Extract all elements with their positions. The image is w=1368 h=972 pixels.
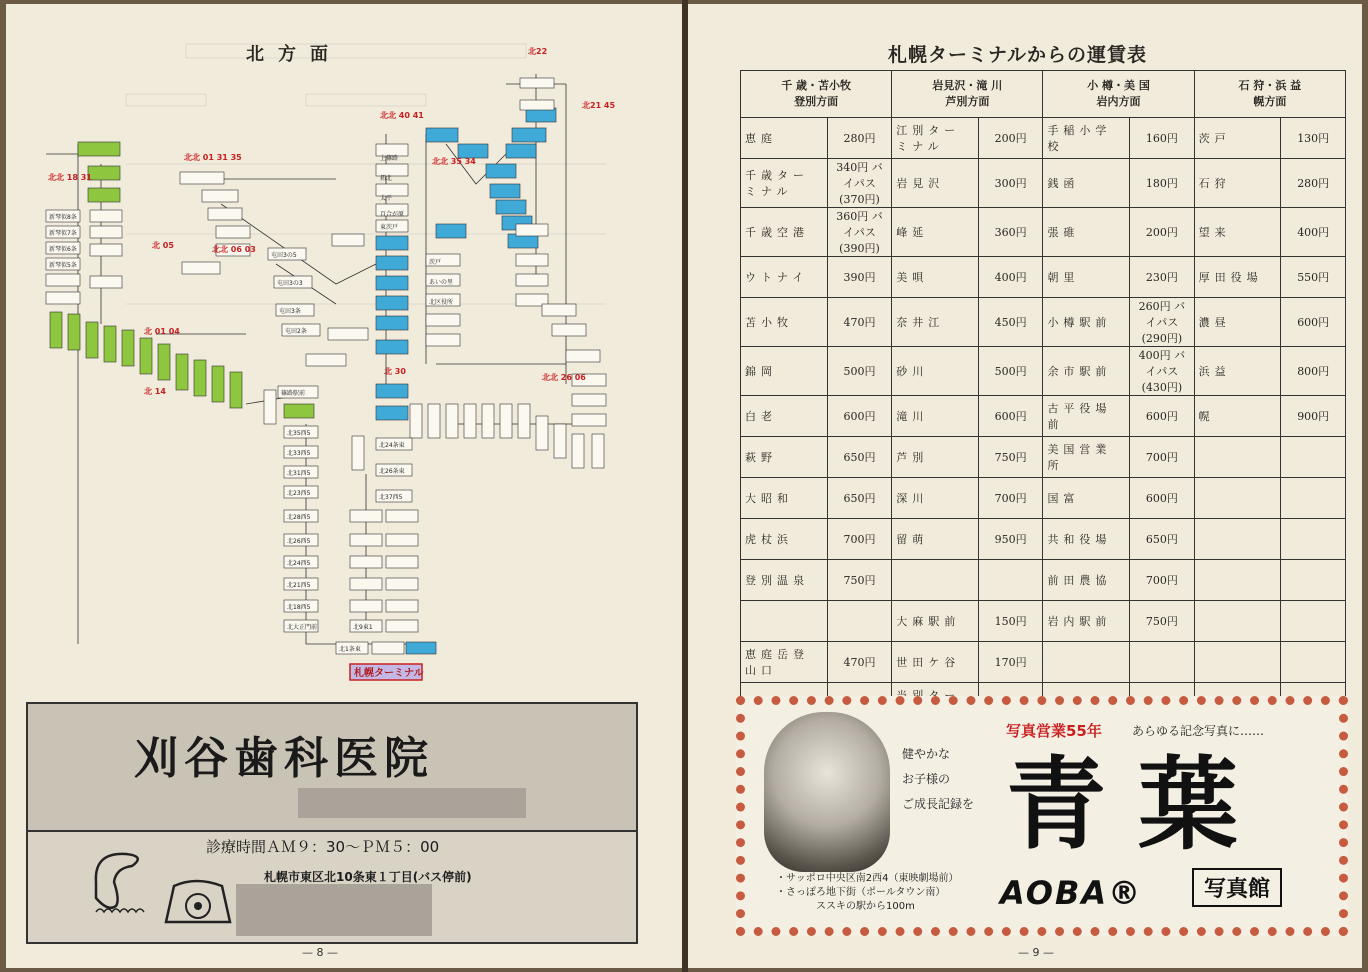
tagline-line: 健やかな <box>902 747 951 761</box>
fare-price: 260円 バイパス(290円) <box>1130 298 1195 347</box>
stop-label: 太平 <box>380 195 393 202</box>
station-name: 錦岡 <box>741 347 828 396</box>
telephone-icon <box>86 842 236 932</box>
map-title: 北方面 <box>246 44 342 65</box>
station-name: 美国営業所 <box>1043 437 1130 478</box>
station-name: 大昭和 <box>741 478 828 519</box>
header-line: 岩見沢・滝 川 <box>932 79 1003 92</box>
fare-price: 470円 <box>827 642 892 683</box>
station-name: 江別ターミナル <box>892 118 979 159</box>
station-name: ウトナイ <box>741 257 828 298</box>
address-line: ・サッポロ中央区南2西4（東映劇場前） <box>776 873 959 884</box>
left-page <box>6 4 682 968</box>
tagline-line: ご成長記録を <box>902 797 975 811</box>
fare-price: 950円 <box>978 519 1043 560</box>
stop-label: 北大正門前 <box>287 624 318 631</box>
station-name: 苫小牧 <box>741 298 828 347</box>
fare-price: 500円 <box>827 347 892 396</box>
clinic-ad <box>26 702 638 944</box>
fare-price: 360円 <box>978 208 1043 257</box>
fare-price: 750円 <box>1130 601 1195 642</box>
station-name <box>892 560 979 601</box>
header-line: 登別方面 <box>794 95 839 108</box>
route-number: 北北 01 31 35 <box>184 153 242 162</box>
station-name: 朝里 <box>1043 257 1130 298</box>
header-line: 岩内方面 <box>1096 95 1141 108</box>
fare-price <box>978 560 1043 601</box>
fare-price: 400円 <box>1281 208 1346 257</box>
station-name: 美唄 <box>892 257 979 298</box>
stop-label: 篠路駅前 <box>281 390 306 397</box>
fare-price: 160円 <box>1130 118 1195 159</box>
station-name: 芦別 <box>892 437 979 478</box>
header-line: 小 樽・美 国 <box>1087 79 1150 92</box>
fare-price: 450円 <box>978 298 1043 347</box>
station-name: 小樽駅前 <box>1043 298 1130 347</box>
station-name: 砂川 <box>892 347 979 396</box>
fare-price: 500円 <box>978 347 1043 396</box>
fare-price <box>1281 478 1346 519</box>
station-name: 虎杖浜 <box>741 519 828 560</box>
stop-label: 屯田3条 <box>279 308 301 315</box>
station-name: 千歳ターミナル <box>741 159 828 208</box>
fare-price: 230円 <box>1130 257 1195 298</box>
fare-price: 150円 <box>978 601 1043 642</box>
station-name: 張碓 <box>1043 208 1130 257</box>
fare-price: 400円 <box>978 257 1043 298</box>
fare-price: 200円 <box>978 118 1043 159</box>
fare-row <box>741 437 1346 478</box>
fare-price: 400円 バイパス(430円) <box>1130 347 1195 396</box>
fare-price: 390円 <box>827 257 892 298</box>
station-name: 茨戸 <box>1194 118 1281 159</box>
stop-label: 北区役所 <box>429 299 454 306</box>
station-name: 厚田役場 <box>1194 257 1281 298</box>
route-number: 北22 <box>528 47 548 56</box>
station-name: 幌 <box>1194 396 1281 437</box>
fare-row <box>741 396 1346 437</box>
stop-label: 屯田2条 <box>285 328 307 335</box>
fare-price: 600円 <box>1130 396 1195 437</box>
fare-row <box>741 298 1346 347</box>
stop-label: 屯田3の3 <box>277 280 303 287</box>
station-name: 白老 <box>741 396 828 437</box>
clinic-name: 刈谷歯科医院 <box>134 733 434 784</box>
region-header <box>892 71 1043 118</box>
fare-row <box>741 159 1346 208</box>
stop-label: 北1条東 <box>339 646 361 653</box>
station-name: 浜益 <box>1194 347 1281 396</box>
route-number: 北北 35 34 <box>432 157 476 166</box>
station-name: 大麻駅前 <box>892 601 979 642</box>
fare-price: 750円 <box>827 560 892 601</box>
region-header <box>1043 71 1194 118</box>
fare-price <box>827 601 892 642</box>
stop-label: 新琴似6条 <box>49 246 77 253</box>
station-name: 石狩 <box>1194 159 1281 208</box>
fare-price <box>1281 560 1346 601</box>
fare-price <box>1281 642 1346 683</box>
aoba-logo: AOBA® <box>1000 874 1143 912</box>
station-name: 深川 <box>892 478 979 519</box>
route-number: 北 14 <box>144 387 166 396</box>
redacted-area <box>236 884 432 936</box>
fare-table-title: 札幌ターミナルからの運賃表 <box>888 44 1148 66</box>
fare-row <box>741 478 1346 519</box>
station-name: 萩野 <box>741 437 828 478</box>
station-name: 世田ケ谷 <box>892 642 979 683</box>
clinic-address: 札幌市東区北10条東１丁目(バス停前) <box>264 870 472 884</box>
fare-price: 200円 <box>1130 208 1195 257</box>
fare-row <box>741 257 1346 298</box>
station-name <box>1194 601 1281 642</box>
stop-label: 北18西5 <box>287 604 311 611</box>
station-name: 千歳空港 <box>741 208 828 257</box>
route-number: 北 05 <box>152 241 174 250</box>
fare-price: 700円 <box>978 478 1043 519</box>
fare-price <box>1281 437 1346 478</box>
fare-price: 700円 <box>827 519 892 560</box>
page-number: — 9 — <box>1018 946 1054 959</box>
fare-row <box>741 208 1346 257</box>
header-line: 芦別方面 <box>945 95 990 108</box>
stop-label: 北24西5 <box>287 560 311 567</box>
fare-row <box>741 118 1346 159</box>
stop-label: 屯田3の5 <box>271 252 297 259</box>
stop-label: 北24条東 <box>379 442 405 449</box>
ad-decorative-border <box>736 696 1348 936</box>
station-name <box>1194 560 1281 601</box>
redacted-area <box>298 788 526 818</box>
terminal-label: 札幌ターミナル <box>354 668 424 679</box>
fare-price: 700円 <box>1130 437 1195 478</box>
station-name <box>1194 478 1281 519</box>
fare-row <box>741 642 1346 683</box>
years-badge: 写真営業55年 <box>1006 722 1102 740</box>
station-name <box>1194 519 1281 560</box>
fare-price: 280円 <box>827 118 892 159</box>
fare-price: 600円 <box>978 396 1043 437</box>
fare-price: 550円 <box>1281 257 1346 298</box>
fare-price: 700円 <box>1130 560 1195 601</box>
station-name: 前田農協 <box>1043 560 1130 601</box>
stop-label: 拓北 <box>380 175 393 182</box>
address-line: ススキの駅から100m <box>816 901 915 912</box>
station-name: 滝川 <box>892 396 979 437</box>
clinic-hours: 診療時間ＡＭ９：30〜ＰＭ５：00 <box>206 838 440 856</box>
address-line: ・さっぽろ地下街（ポールタウン南） <box>776 887 946 898</box>
route-number: 北 30 <box>384 367 406 376</box>
stop-label: 北23西5 <box>287 490 311 497</box>
fare-row <box>741 560 1346 601</box>
stop-label: 北31西5 <box>287 470 311 477</box>
fare-price: 650円 <box>827 478 892 519</box>
fare-price: 340円 バイパス(370円) <box>827 159 892 208</box>
header-line: 幌方面 <box>1253 95 1287 108</box>
route-number: 北北 18 31 <box>48 173 92 182</box>
station-name: 国富 <box>1043 478 1130 519</box>
station-name: 恵庭岳登山口 <box>741 642 828 683</box>
stop-label: 北33西5 <box>287 450 311 457</box>
right-page <box>688 4 1362 968</box>
stop-label: あいの里 <box>429 279 454 286</box>
fare-table-header <box>741 71 1346 118</box>
fare-price: 170円 <box>978 642 1043 683</box>
fare-price: 750円 <box>978 437 1043 478</box>
route-number: 北北 26 06 <box>542 373 586 382</box>
station-name: 岩内駅前 <box>1043 601 1130 642</box>
fare-table <box>740 70 1346 724</box>
station-name <box>1194 437 1281 478</box>
page-number: — 8 — <box>302 946 338 959</box>
fare-row <box>741 347 1346 396</box>
stop-label: 新琴似8条 <box>49 214 77 221</box>
fare-price: 360円 バイパス(390円) <box>827 208 892 257</box>
fare-price: 800円 <box>1281 347 1346 396</box>
fare-price: 650円 <box>827 437 892 478</box>
stop-label: 北21西5 <box>287 582 311 589</box>
stop-label: 北26西5 <box>287 538 311 545</box>
station-name: 手稲小学校 <box>1043 118 1130 159</box>
stop-label: 北9東1 <box>353 624 373 631</box>
station-name: 共和役場 <box>1043 519 1130 560</box>
studio-kanji-name: 青葉 <box>1006 745 1270 863</box>
fare-price <box>1130 642 1195 683</box>
studio-label: 写真館 <box>1192 868 1282 907</box>
region-header <box>741 71 892 118</box>
station-name: 望来 <box>1194 208 1281 257</box>
fare-price: 470円 <box>827 298 892 347</box>
route-number: 北北 06 03 <box>212 245 256 254</box>
stop-label: 新琴似5条 <box>49 262 77 269</box>
ad-slogan: あらゆる記念写真に…… <box>1132 724 1265 738</box>
stop-label: 茨戸 <box>429 259 442 266</box>
header-line: 石 狩・浜 益 <box>1238 79 1302 92</box>
header-line: 千 歳・苫小牧 <box>781 79 852 92</box>
station-name: 岩見沢 <box>892 159 979 208</box>
station-name: 恵庭 <box>741 118 828 159</box>
station-name: 余市駅前 <box>1043 347 1130 396</box>
route-number: 北 01 04 <box>144 327 180 336</box>
clinic-ad-header <box>28 704 636 832</box>
region-header <box>1194 71 1345 118</box>
fare-price: 130円 <box>1281 118 1346 159</box>
stop-label: 上篠路 <box>380 155 399 162</box>
stop-label: 百合が原 <box>380 211 405 218</box>
fare-price: 300円 <box>978 159 1043 208</box>
fare-price: 600円 <box>827 396 892 437</box>
fare-price: 900円 <box>1281 396 1346 437</box>
stop-label: 北26条東 <box>379 468 405 475</box>
fare-price: 280円 <box>1281 159 1346 208</box>
route-number: 北21 45 <box>582 101 616 110</box>
station-name <box>741 601 828 642</box>
tagline-line: お子様の <box>902 772 951 786</box>
fare-price <box>1281 601 1346 642</box>
station-name: 留萌 <box>892 519 979 560</box>
fare-price <box>1281 519 1346 560</box>
fare-row <box>741 519 1346 560</box>
route-map <box>6 4 682 694</box>
route-number: 北北 40 41 <box>380 111 424 120</box>
fare-price: 600円 <box>1281 298 1346 347</box>
station-name: 古平役場前 <box>1043 396 1130 437</box>
stop-label: 新琴似7条 <box>49 230 77 237</box>
stop-label: 北28西5 <box>287 514 311 521</box>
station-name: 銭函 <box>1043 159 1130 208</box>
station-name: 登別温泉 <box>741 560 828 601</box>
stop-label: 北37西5 <box>379 494 403 501</box>
station-name <box>1043 642 1130 683</box>
fare-price: 650円 <box>1130 519 1195 560</box>
fare-row <box>741 601 1346 642</box>
stop-label: 東茨戸 <box>380 224 399 231</box>
stop-label: 北35西5 <box>287 430 311 437</box>
station-name: 濃昼 <box>1194 298 1281 347</box>
fare-price: 600円 <box>1130 478 1195 519</box>
station-name <box>1194 642 1281 683</box>
fare-price: 180円 <box>1130 159 1195 208</box>
station-name: 奈井江 <box>892 298 979 347</box>
station-name: 峰延 <box>892 208 979 257</box>
